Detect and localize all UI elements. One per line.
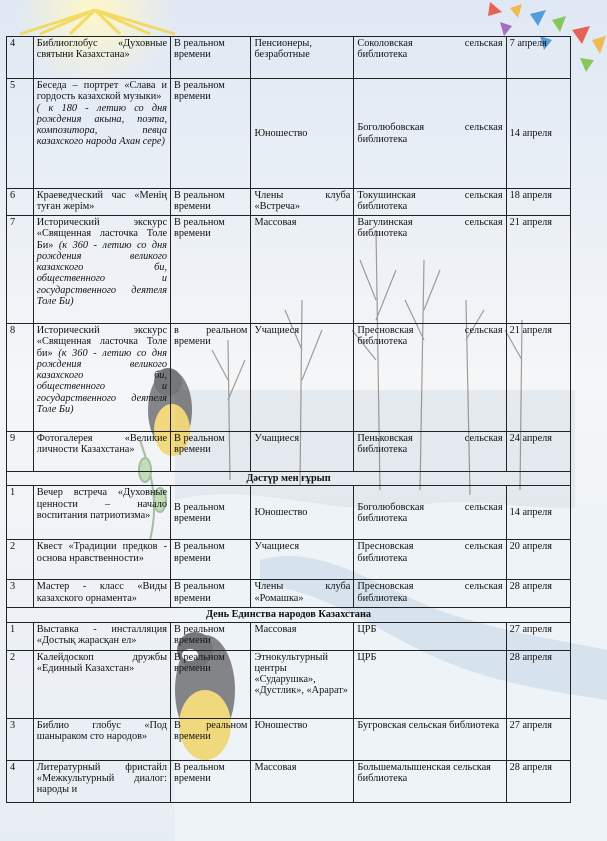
event-place: Соколовская сельская библиотека <box>354 37 506 79</box>
event-audience: Массовая <box>251 760 354 802</box>
table-row <box>7 718 571 760</box>
row-number: 4 <box>7 760 34 802</box>
event-audience: Юношество <box>251 79 354 189</box>
event-place: Пресновская сельская библиотека <box>354 540 506 580</box>
event-title: Краеведческий час «Менің туған жерім» <box>33 189 170 216</box>
event-form: В реальном времени <box>171 432 251 472</box>
section-title-unity-day: День Единства народов Казахстана <box>7 608 571 622</box>
table-row <box>7 486 571 540</box>
event-title: Библио глобус «Под шаныраком сто народов» <box>33 718 170 760</box>
event-place: Пресновская сельская библиотека <box>354 324 506 432</box>
event-date: 21 апреля <box>506 324 570 432</box>
row-number: 7 <box>7 216 34 324</box>
event-date: 27 апреля <box>506 718 570 760</box>
table-row <box>7 432 571 472</box>
event-title: Библиоглобус «Духовные святыни Казахстана» <box>33 37 170 79</box>
event-audience: Юношество <box>251 718 354 760</box>
event-form: в реальном времени <box>171 324 251 432</box>
event-form: В реальном времени <box>171 216 251 324</box>
table-row <box>7 37 571 79</box>
event-date: 14 апреля <box>506 79 570 189</box>
event-place: Боголюбовская сельская библиотека <box>354 79 506 189</box>
row-number: 3 <box>7 718 34 760</box>
table-row <box>7 580 571 608</box>
event-note: (к 360 - летию со дня рождения великого казахского би, общественного и государственного деятеля Толе Би) <box>36 239 168 308</box>
event-audience: Члены клуба «Ромашка» <box>251 580 354 608</box>
event-note: (к 360 - летию со дня рождения великого казахского би, общественного и государственного деятеля Толе Би) <box>36 347 168 416</box>
events-table <box>6 36 571 803</box>
event-date: 24 апреля <box>506 432 570 472</box>
event-place: Токушинская сельская библиотека <box>354 189 506 216</box>
table-row <box>7 760 571 802</box>
event-audience: Учащиеся <box>251 432 354 472</box>
row-number: 6 <box>7 189 34 216</box>
event-title: Фотогалерея «Великие личности Казахстана» <box>33 432 170 472</box>
event-cell <box>33 216 170 324</box>
event-date: 7 апреля <box>506 37 570 79</box>
event-place: Вагулинская сельская библиотека <box>354 216 506 324</box>
event-title: Выставка - инсталляция «Достық жарасқан ел» <box>33 622 170 650</box>
section-header <box>7 608 571 622</box>
table-row <box>7 540 571 580</box>
row-number: 8 <box>7 324 34 432</box>
event-form: В реальном времени <box>171 486 251 540</box>
table-row <box>7 189 571 216</box>
event-place: Бугровская сельская библиотека <box>354 718 506 760</box>
table-row <box>7 622 571 650</box>
event-note: ( к 180 - летию со дня рождения акына, поэта, композитора, певца казахского народа Ахан сере) <box>36 102 168 148</box>
event-place: Пеньковская сельская библиотека <box>354 432 506 472</box>
event-title: Исторический экскурс «Священная ласточка Толе Би» <box>36 217 168 251</box>
event-date: 18 апреля <box>506 189 570 216</box>
event-title: Вечер встреча «Духовные ценности – начало воспитания патриотизма» <box>33 486 170 540</box>
event-place: Пресновская сельская библиотека <box>354 580 506 608</box>
event-form: В реальном времени <box>171 650 251 718</box>
row-number: 1 <box>7 486 34 540</box>
event-date: 21 апреля <box>506 216 570 324</box>
table-row <box>7 650 571 718</box>
row-number: 2 <box>7 650 34 718</box>
row-number: 5 <box>7 79 34 189</box>
event-audience: Юношество <box>251 486 354 540</box>
event-date: 28 апреля <box>506 580 570 608</box>
event-audience: Учащиеся <box>251 540 354 580</box>
event-audience: Учащиеся <box>251 324 354 432</box>
row-number: 1 <box>7 622 34 650</box>
event-cell <box>33 79 170 189</box>
row-number: 2 <box>7 540 34 580</box>
event-audience: Этнокультурный центры «Сударушка», «Дустлик», «Арарат» <box>251 650 354 718</box>
event-audience: Массовая <box>251 216 354 324</box>
event-title: Мастер - класс «Виды казахского орнамента» <box>33 580 170 608</box>
event-place: ЦРБ <box>354 650 506 718</box>
section-title-traditions: Дәстүр мен ғұрып <box>7 472 571 486</box>
event-title: Калейдоскоп дружбы «Единный Казахстан» <box>33 650 170 718</box>
event-title: Литературный фристайл «Межкультурный диалог: народы и <box>33 760 170 802</box>
event-form: В реальном времени <box>171 79 251 189</box>
table-row <box>7 324 571 432</box>
event-title: Беседа – портрет «Слава и гордость казахской музыки» <box>36 80 168 103</box>
event-place: Большемалышенская сельская библиотека <box>354 760 506 802</box>
event-form: В реальном времени <box>171 580 251 608</box>
event-date: 28 апреля <box>506 650 570 718</box>
event-date: 14 апреля <box>506 486 570 540</box>
event-form: В реальном времени <box>171 622 251 650</box>
event-date: 20 апреля <box>506 540 570 580</box>
event-date: 27 апреля <box>506 622 570 650</box>
table-row <box>7 79 571 189</box>
section-header <box>7 472 571 486</box>
row-number: 3 <box>7 580 34 608</box>
event-audience: Массовая <box>251 622 354 650</box>
table-row <box>7 216 571 324</box>
event-form: В реальном времени <box>171 189 251 216</box>
event-title: Квест «Традиции предков - основа нравственности» <box>33 540 170 580</box>
event-form: В реальном времени <box>171 540 251 580</box>
row-number: 9 <box>7 432 34 472</box>
event-audience: Пенсионеры, безработные <box>251 37 354 79</box>
event-form: В реальном времени <box>171 37 251 79</box>
event-date: 28 апреля <box>506 760 570 802</box>
row-number: 4 <box>7 37 34 79</box>
event-audience: Члены клуба «Встреча» <box>251 189 354 216</box>
event-place: ЦРБ <box>354 622 506 650</box>
event-cell <box>33 324 170 432</box>
event-place: Боголюбовская сельская библиотека <box>354 486 506 540</box>
event-form: В реальном времени <box>171 718 251 760</box>
event-form: В реальном времени <box>171 760 251 802</box>
event-title: Исторический экскурс «Священная ласточка Толе би» <box>36 325 168 359</box>
